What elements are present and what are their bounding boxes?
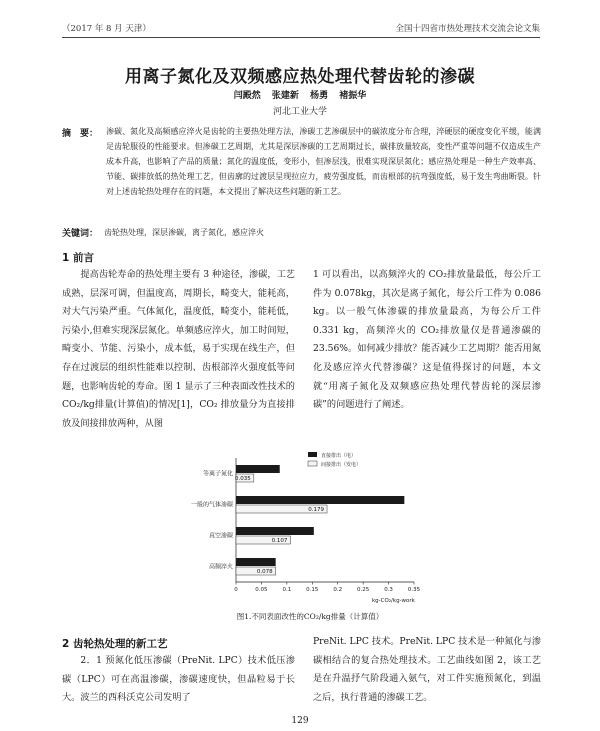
chart-legend: [308, 452, 361, 468]
bar-data-label: 0.107: [271, 538, 288, 544]
author: 杨勇: [310, 91, 329, 101]
paragraph: 提高齿轮寿命的热处理主要有 3 种途径，渗碳，工艺成熟，层深可调，但温度高，周期长，畸变大，能耗高，对大气污染严重。气体氮化，温度低，畸变小，能耗低，污染小,但难实现深层氮化。单频感应淬火，加工时间短，畸变小、节能、污染小，成本低，易于实现在线生产，但存在过渡层的组织性能难以控制、齿根部淬火强度低等问题，也影响齿轮的寿命。图 1 显示了三种表面改性技术的CO₂/kg排量(计算值)的情况[1]，CO₂ 排放量分为直接排放及间接排放两种，从图: [62, 269, 295, 429]
x-tick-label: 0.25: [357, 587, 370, 593]
bar-direct: [236, 527, 314, 535]
author: 张建新: [271, 91, 299, 101]
figure-caption: 图1.不同表面改性的CO₂/kg排量（计算值）: [236, 612, 384, 621]
body-left-column: [62, 652, 295, 708]
category-label: 真空渗碳: [208, 532, 233, 540]
abstract-text: 渗碳、氮化及高频感应淬火是齿轮的主要热处理方法，渗碳工艺渗碳层中的碳浓度分布合理，淬硬层的硬度变化平缓，能满足齿轮服役的性能要求。但渗碳工艺周期，尤其是深层渗碳的工艺周期过长，碳排放量较高，变性严重等问题不仅造成生产成本升高，也影响了产品的质量；氮化的温度低，变形小，但渗层浅，很难实现深层氮化；感应热处理是一种生产效率高、节能、碳排放低的热处理工艺，但齿廓的过渡层呈现拉应力，疲劳强度低，而齿根部的抗弯强度低，易于发生弯曲断裂。针对上述齿轮热处理存在的问题，本文提出了解决这些问题的新工艺。: [106, 127, 541, 196]
category-label: 一般的气体渗碳: [190, 501, 233, 509]
author-list: [0, 88, 600, 101]
paper-title: 用离子氮化及双频感应热处理代替齿轮的渗碳: [125, 67, 475, 87]
section-heading: 1 前言: [62, 252, 94, 264]
x-tick-label: 0.3: [384, 587, 393, 593]
paragraph: PreNit. LPC 技术。PreNit. LPC 技术是一种氮化与渗碳相结合的复合热处理技术。工艺曲线如图 2，该工艺是在升温抒气阶段通入氨气，对工件实施预氮化，到温之后，执行普通的渗碳工艺。: [313, 636, 541, 703]
body-left-column: [62, 266, 295, 433]
author: 褚振华: [339, 91, 367, 101]
bar-data-label: 0.035: [235, 476, 251, 482]
x-tick-label: 0.15: [306, 587, 319, 593]
section-heading: 2 齿轮热处理的新工艺: [62, 638, 168, 650]
affiliation: 河北工业大学: [272, 107, 327, 117]
x-tick-label: 0.05: [255, 587, 268, 593]
header-right: 全国十四省市热处理技术交流会论文集: [395, 24, 540, 34]
keywords-text: 齿轮热处理，深层渗碳，离子氮化，感应淬火: [104, 228, 264, 237]
legend-swatch-direct: [308, 452, 317, 457]
abstract-label: 摘 要：: [62, 129, 99, 139]
header-rule: [62, 37, 540, 38]
category-label: 等离子氮化: [202, 470, 233, 478]
x-tick-label: 0: [234, 587, 238, 593]
paragraph: 2．1 预氮化低压渗碳（PreNit. LPC）技术低压渗碳（LPC）可在高温渗碳，渗碳速度快，但晶粒易于长大。波兰的西科沃克公司发明了: [62, 655, 295, 704]
legend-label-direct: 直接排出（电）: [321, 453, 357, 459]
bar-direct: [236, 496, 404, 504]
x-tick-label: 0.1: [282, 587, 292, 593]
bar-data-label: 0.179: [308, 507, 325, 513]
chart-plot-area: [191, 458, 421, 593]
body-right-column: [313, 266, 541, 415]
header-left: （2017 年 8 月 天津）: [62, 24, 151, 34]
x-tick-label: 0.2: [333, 587, 343, 593]
bar-data-label: 0.078: [256, 569, 273, 575]
bar-direct: [236, 465, 280, 473]
author: 闫殿然: [233, 91, 261, 101]
bar-direct: [236, 558, 276, 566]
paragraph: 1 可以看出，以高频淬火的 CO₂排放量最低，每公斤工件为 0.078kg，其次是离子氮化，每公斤工件为 0.086 kg。以一般气体渗碳的排放量最高，为每公斤工件 0.331 kg，高频淬火的 CO₂排放量仅是普通渗碳的 23.56%。如何减少排放？能否减少工艺周期？能否用氮化及感应淬火代替渗碳？这是值得探讨的问题，本文就“用离子氮化及双频感应热处理代替齿轮的深层渗碳”的问题进行了阐述。: [313, 269, 541, 411]
legend-swatch-indirect: [308, 461, 317, 466]
x-axis-label: kg-CO₂/kg-work: [372, 598, 415, 604]
page-number: 129: [291, 716, 309, 726]
keywords-label: 关键词：: [62, 229, 99, 239]
x-tick-label: 0.35: [407, 587, 421, 593]
category-label: 高频淬火: [208, 563, 233, 571]
legend-label-indirect: 间接排出（发电）: [321, 462, 362, 468]
co2-emission-chart: [150, 448, 470, 608]
body-right-column: [313, 633, 541, 707]
